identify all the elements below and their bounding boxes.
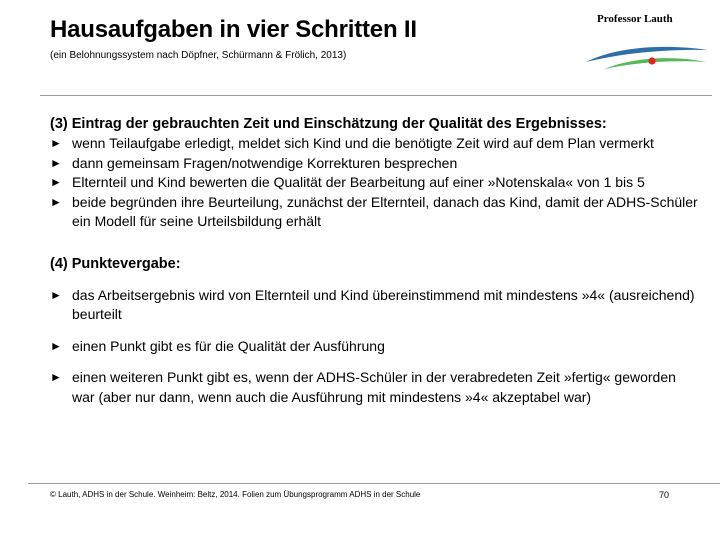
list-item xyxy=(50,286,700,325)
list-item xyxy=(50,173,700,193)
list-item-text: dann gemeinsam Fragen/notwendige Korrekturen besprechen xyxy=(72,154,458,171)
bullet-marker-icon: ► xyxy=(50,370,62,384)
list-item xyxy=(50,368,700,407)
header-divider xyxy=(40,95,712,96)
list-item xyxy=(50,154,700,174)
list-item-text: wenn Teilaufgabe erledigt, meldet sich Kind und die benötigte Zeit wird auf dem Plan vermerkt xyxy=(72,135,654,151)
list-item-text: beide begründen ihre Beurteilung, zunächst der Elternteil, danach das Kind, damit der ADHS-Schüler ein Modell für seine Urteilsbildung erhält xyxy=(72,193,698,229)
page-number: 70 xyxy=(659,490,670,500)
footer-citation: © Lauth, ADHS in der Schule. Weinheim: Beltz, 2014. Folien zum Übungsprogramm ADHS in der Schule xyxy=(50,490,421,499)
author-label: Professor Lauth xyxy=(597,13,673,25)
university-logo-icon xyxy=(582,42,712,76)
bullet-marker-icon: ► xyxy=(50,175,62,189)
list-item xyxy=(50,193,700,232)
bullet-marker-icon: ► xyxy=(50,194,62,209)
bullet-marker-icon: ► xyxy=(50,287,62,302)
section-heading-step-4: (4) Punktevergabe: xyxy=(50,255,181,272)
list-item-text: das Arbeitsergebnis wird von Elternteil und Kind übereinstimmend mit mindestens »4« (ausreichend) beurteilt xyxy=(72,286,695,322)
bullet-marker-icon: ► xyxy=(50,136,62,150)
list-item-text: Elternteil und Kind bewerten die Qualität der Bearbeitung auf einer »Notenskala« von 1 bis 5 xyxy=(72,174,645,190)
footer-divider xyxy=(28,483,720,484)
bullet-marker-icon: ► xyxy=(50,338,62,353)
list-item-text: einen Punkt gibt es für die Qualität der Ausführung xyxy=(72,337,385,354)
list-item xyxy=(50,134,700,154)
list-item-text: einen weiteren Punkt gibt es, wenn der ADHS-Schüler in der verabredeten Zeit »fertig« geworden war (aber nur dann, wenn auch die Ausführung mit mindestens »4« akzeptabel war) xyxy=(72,369,676,405)
page-subtitle: (ein Belohnungssystem nach Döpfner, Schürmann & Frölich, 2013) xyxy=(50,50,347,61)
page-title: Hausaufgaben in vier Schritten II xyxy=(50,16,417,43)
list-item xyxy=(50,337,700,357)
bullet-marker-icon: ► xyxy=(50,155,62,170)
slide-content xyxy=(50,114,700,407)
section-heading-step-3: (3) Eintrag der gebrauchten Zeit und Einschätzung der Qualität des Ergebnisses: xyxy=(50,116,607,132)
